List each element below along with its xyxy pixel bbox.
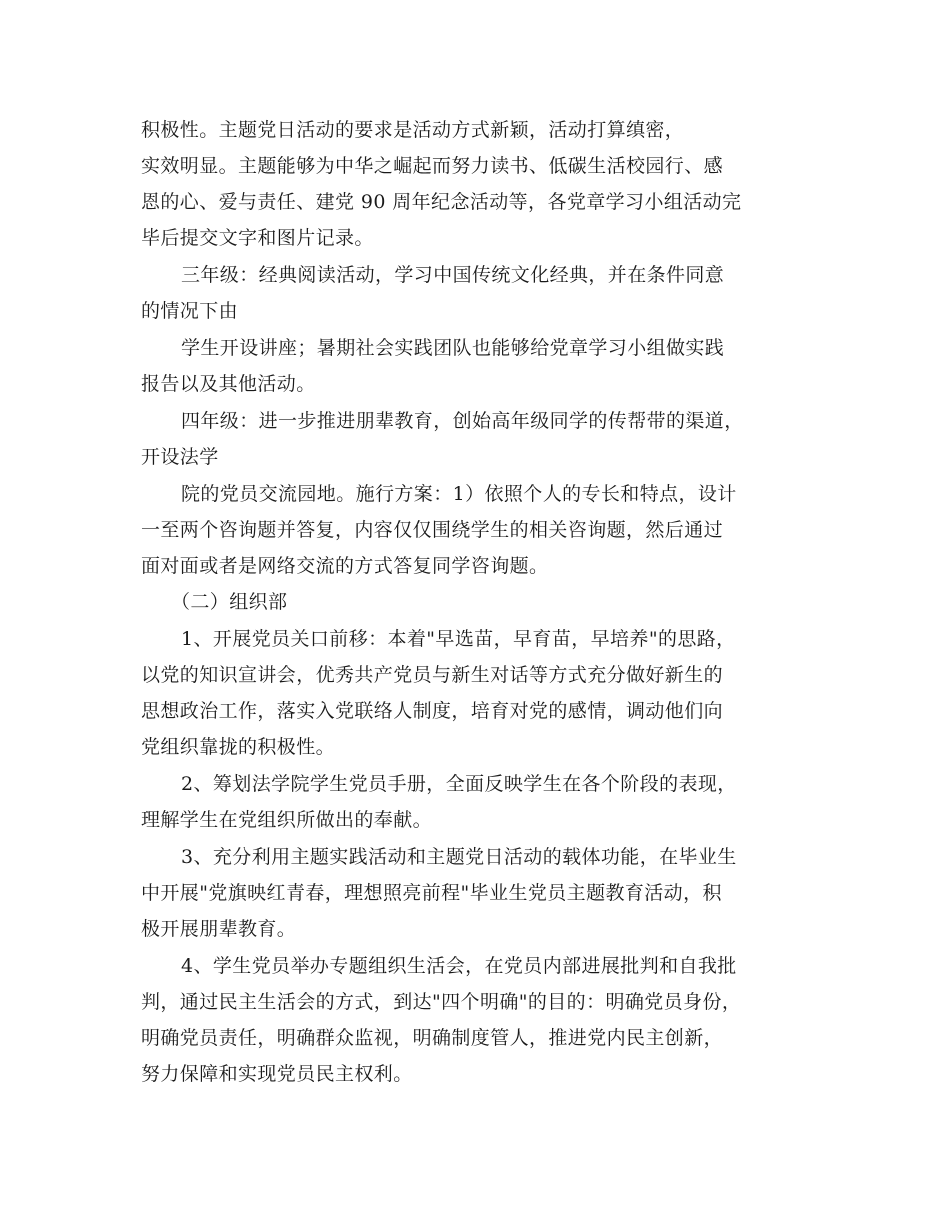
text-line: 极开展朋辈教育。 [141, 918, 297, 940]
text-line: 思想政治工作，落实入党联络人制度，培育对党的感情，调动他们向 [141, 700, 724, 722]
section-heading: （二）组织部 [171, 591, 288, 613]
paragraph-start-line: 1、开展党员关口前移：本着"早选苗，早育苗，早培养"的思路， [181, 628, 736, 650]
text-line: 努力保障和实现党员民主权利。 [141, 1063, 413, 1085]
text-line: 开设法学 [141, 446, 219, 468]
text-line: 党组织靠拢的积极性。 [141, 736, 336, 758]
text-line: 理解学生在党组织所做出的奉献。 [141, 809, 433, 831]
text-line: 报告以及其他活动。 [141, 373, 316, 395]
paragraph-start-line: 4、学生党员举办专题组织生活会，在党员内部进展批判和自我批 [181, 955, 737, 977]
text-line: 面对面或者是网络交流的方式答复同学咨询题。 [141, 555, 549, 577]
text-line: 判，通过民主生活会的方式，到达"四个明确"的目的：明确党员身份， [141, 991, 742, 1013]
text-line: 毕后提交文字和图片记录。 [141, 227, 374, 249]
paragraph-start-line: 院的党员交流园地。施行方案：1）依照个人的专长和特点，设计 [181, 483, 737, 505]
paragraph-start-line: 2、筹划法学院学生党员手册，全面反映学生在各个阶段的表现， [181, 773, 737, 795]
text-line: 积极性。主题党日活动的要求是活动方式新颖，活动打算缜密， [141, 119, 685, 141]
text-line: 恩的心、爱与责任、建党 90 周年纪念活动等，各党章学习小组活动完 [141, 191, 742, 213]
text-line: 实效明显。主题能够为中华之崛起而努力读书、低碳生活校园行、感 [141, 155, 724, 177]
paragraph-start-line: 四年级：进一步推进朋辈教育，创始高年级同学的传帮带的渠道， [181, 410, 744, 432]
text-line: 中开展"党旗映红青春，理想照亮前程"毕业生党员主题教育活动，积 [141, 882, 722, 904]
text-line: 的情况下由 [141, 300, 239, 322]
paragraph-start-line: 学生开设讲座；暑期社会实践团队也能够给党章学习小组做实践 [181, 337, 725, 359]
paragraph-start-line: 3、充分利用主题实践活动和主题党日活动的载体功能，在毕业生 [181, 846, 737, 868]
paragraph-start-line: 三年级：经典阅读活动，学习中国传统文化经典，并在条件同意 [181, 264, 725, 286]
text-line: 一至两个咨询题并答复，内容仅仅围绕学生的相关咨询题，然后通过 [141, 519, 724, 541]
text-line: 明确党员责任，明确群众监视，明确制度管人，推进党内民主创新， [141, 1027, 724, 1049]
text-line: 以党的知识宣讲会，优秀共产党员与新生对话等方式充分做好新生的 [141, 664, 724, 686]
